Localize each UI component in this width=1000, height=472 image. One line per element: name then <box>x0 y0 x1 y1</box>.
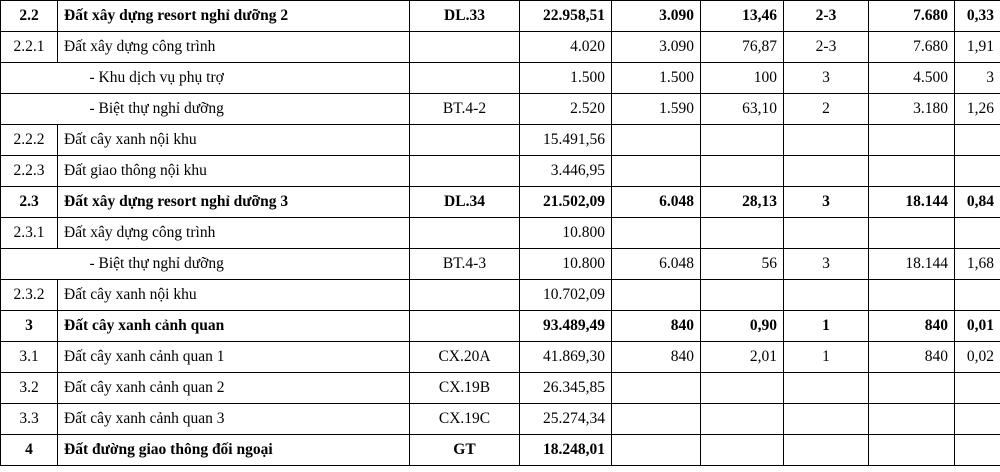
floor-area-cell <box>869 435 955 466</box>
land-area-cell: 15.491,56 <box>520 125 612 156</box>
density-cell: 0,90 <box>701 311 784 342</box>
item-code-cell: 2.2 <box>1 1 58 32</box>
floors-cell: 1 <box>784 342 869 373</box>
density-cell <box>701 373 784 404</box>
item-code-cell: 4 <box>1 435 58 466</box>
floors-cell: 3 <box>784 63 869 94</box>
ratio-cell <box>955 435 1000 466</box>
item-name-cell: Đất cây xanh cảnh quan 1 <box>58 342 410 373</box>
ratio-cell <box>955 280 1000 311</box>
item-code-cell: 2.2.3 <box>1 156 58 187</box>
land-area-cell: 26.345,85 <box>520 373 612 404</box>
item-code-cell: 2.2.2 <box>1 125 58 156</box>
building-area-cell <box>612 404 701 435</box>
ratio-cell: 0,33 <box>955 1 1000 32</box>
item-code-cell: 3.1 <box>1 342 58 373</box>
plot-code-cell: CX.19B <box>410 373 520 404</box>
land-area-cell: 1.500 <box>520 63 612 94</box>
ratio-cell: 0,01 <box>955 311 1000 342</box>
floors-cell: 1 <box>784 311 869 342</box>
ratio-cell: 0,84 <box>955 187 1000 218</box>
land-area-cell: 4.020 <box>520 32 612 63</box>
floor-area-cell: 18.144 <box>869 187 955 218</box>
floor-area-cell: 3.180 <box>869 94 955 125</box>
density-cell: 63,10 <box>701 94 784 125</box>
table-row <box>1 125 1000 156</box>
floors-cell: 3 <box>784 187 869 218</box>
item-name-cell: - Khu dịch vụ phụ trợ <box>58 63 410 94</box>
ratio-cell: 1,26 <box>955 94 1000 125</box>
table-row <box>1 1 1000 32</box>
plot-code-cell <box>410 125 520 156</box>
density-cell: 28,13 <box>701 187 784 218</box>
item-code-cell <box>1 63 58 94</box>
floor-area-cell <box>869 404 955 435</box>
floors-cell <box>784 404 869 435</box>
floor-area-cell: 7.680 <box>869 1 955 32</box>
plot-code-cell: GT <box>410 435 520 466</box>
table-row <box>1 342 1000 373</box>
land-area-cell: 93.489,49 <box>520 311 612 342</box>
plot-code-cell: BT.4-2 <box>410 94 520 125</box>
building-area-cell: 840 <box>612 311 701 342</box>
table-row <box>1 435 1000 466</box>
item-name-cell: Đất xây dựng công trình <box>58 218 410 249</box>
table-row <box>1 404 1000 435</box>
density-cell: 76,87 <box>701 32 784 63</box>
table-row <box>1 187 1000 218</box>
ratio-cell <box>955 218 1000 249</box>
floors-cell <box>784 373 869 404</box>
building-area-cell <box>612 280 701 311</box>
ratio-cell <box>955 156 1000 187</box>
table-body <box>1 1 1000 466</box>
land-area-cell: 10.800 <box>520 218 612 249</box>
plot-code-cell <box>410 218 520 249</box>
item-name-cell: Đất xây dựng resort nghỉ dưỡng 2 <box>58 1 410 32</box>
land-area-cell: 22.958,51 <box>520 1 612 32</box>
item-name-cell: Đất cây xanh cảnh quan <box>58 311 410 342</box>
density-cell <box>701 435 784 466</box>
plot-code-cell <box>410 156 520 187</box>
item-code-cell <box>1 249 58 280</box>
plot-code-cell <box>410 280 520 311</box>
ratio-cell <box>955 404 1000 435</box>
item-code-cell: 3.3 <box>1 404 58 435</box>
table-row <box>1 94 1000 125</box>
item-code-cell: 2.3 <box>1 187 58 218</box>
building-area-cell: 1.590 <box>612 94 701 125</box>
density-cell <box>701 156 784 187</box>
density-cell: 56 <box>701 249 784 280</box>
density-cell: 13,46 <box>701 1 784 32</box>
plot-code-cell <box>410 32 520 63</box>
floors-cell: 3 <box>784 249 869 280</box>
floors-cell <box>784 218 869 249</box>
ratio-cell: 1,91 <box>955 32 1000 63</box>
plot-code-cell: DL.34 <box>410 187 520 218</box>
building-area-cell: 6.048 <box>612 249 701 280</box>
floors-cell <box>784 280 869 311</box>
table-row <box>1 280 1000 311</box>
item-name-cell: - Biệt thự nghỉ dưỡng <box>58 94 410 125</box>
item-name-cell: Đất xây dựng công trình <box>58 32 410 63</box>
table-row <box>1 63 1000 94</box>
ratio-cell: 3 <box>955 63 1000 94</box>
table-row <box>1 373 1000 404</box>
building-area-cell: 1.500 <box>612 63 701 94</box>
floors-cell <box>784 125 869 156</box>
land-area-cell: 2.520 <box>520 94 612 125</box>
floors-cell: 2-3 <box>784 1 869 32</box>
floors-cell <box>784 156 869 187</box>
land-area-cell: 3.446,95 <box>520 156 612 187</box>
item-name-cell: Đất đường giao thông đối ngoại <box>58 435 410 466</box>
floor-area-cell <box>869 373 955 404</box>
floor-area-cell: 7.680 <box>869 32 955 63</box>
floor-area-cell: 4.500 <box>869 63 955 94</box>
floor-area-cell <box>869 156 955 187</box>
plot-code-cell: BT.4-3 <box>410 249 520 280</box>
density-cell <box>701 218 784 249</box>
building-area-cell: 3.090 <box>612 32 701 63</box>
item-code-cell: 2.2.1 <box>1 32 58 63</box>
ratio-cell <box>955 373 1000 404</box>
building-area-cell <box>612 435 701 466</box>
land-area-cell: 18.248,01 <box>520 435 612 466</box>
table-row <box>1 218 1000 249</box>
land-area-cell: 10.702,09 <box>520 280 612 311</box>
plot-code-cell: CX.19C <box>410 404 520 435</box>
floors-cell: 2-3 <box>784 32 869 63</box>
item-name-cell: - Biệt thự nghỉ dưỡng <box>58 249 410 280</box>
building-area-cell <box>612 125 701 156</box>
item-code-cell: 2.3.1 <box>1 218 58 249</box>
floor-area-cell <box>869 125 955 156</box>
density-cell <box>701 280 784 311</box>
item-name-cell: Đất giao thông nội khu <box>58 156 410 187</box>
plot-code-cell: DL.33 <box>410 1 520 32</box>
ratio-cell: 0,02 <box>955 342 1000 373</box>
density-cell <box>701 404 784 435</box>
table-row <box>1 32 1000 63</box>
plot-code-cell <box>410 63 520 94</box>
land-area-cell: 25.274,34 <box>520 404 612 435</box>
ratio-cell: 1,68 <box>955 249 1000 280</box>
item-code-cell: 2.3.2 <box>1 280 58 311</box>
item-code-cell: 3.2 <box>1 373 58 404</box>
table-row <box>1 311 1000 342</box>
floor-area-cell: 840 <box>869 342 955 373</box>
floor-area-cell: 840 <box>869 311 955 342</box>
plot-code-cell <box>410 311 520 342</box>
building-area-cell: 840 <box>612 342 701 373</box>
floor-area-cell: 18.144 <box>869 249 955 280</box>
item-code-cell: 3 <box>1 311 58 342</box>
building-area-cell: 6.048 <box>612 187 701 218</box>
item-code-cell <box>1 94 58 125</box>
building-area-cell <box>612 218 701 249</box>
land-area-cell: 21.502,09 <box>520 187 612 218</box>
density-cell: 2,01 <box>701 342 784 373</box>
item-name-cell: Đất cây xanh cảnh quan 3 <box>58 404 410 435</box>
building-area-cell <box>612 373 701 404</box>
land-area-cell: 10.800 <box>520 249 612 280</box>
floors-cell <box>784 435 869 466</box>
item-name-cell: Đất cây xanh nội khu <box>58 125 410 156</box>
land-area-cell: 41.869,30 <box>520 342 612 373</box>
item-name-cell: Đất xây dựng resort nghỉ dưỡng 3 <box>58 187 410 218</box>
floors-cell: 2 <box>784 94 869 125</box>
plot-code-cell: CX.20A <box>410 342 520 373</box>
density-cell: 100 <box>701 63 784 94</box>
table-row <box>1 156 1000 187</box>
item-name-cell: Đất cây xanh cảnh quan 2 <box>58 373 410 404</box>
floor-area-cell <box>869 218 955 249</box>
floor-area-cell <box>869 280 955 311</box>
table-row <box>1 249 1000 280</box>
density-cell <box>701 125 784 156</box>
building-area-cell <box>612 156 701 187</box>
building-area-cell: 3.090 <box>612 1 701 32</box>
ratio-cell <box>955 125 1000 156</box>
item-name-cell: Đất cây xanh nội khu <box>58 280 410 311</box>
